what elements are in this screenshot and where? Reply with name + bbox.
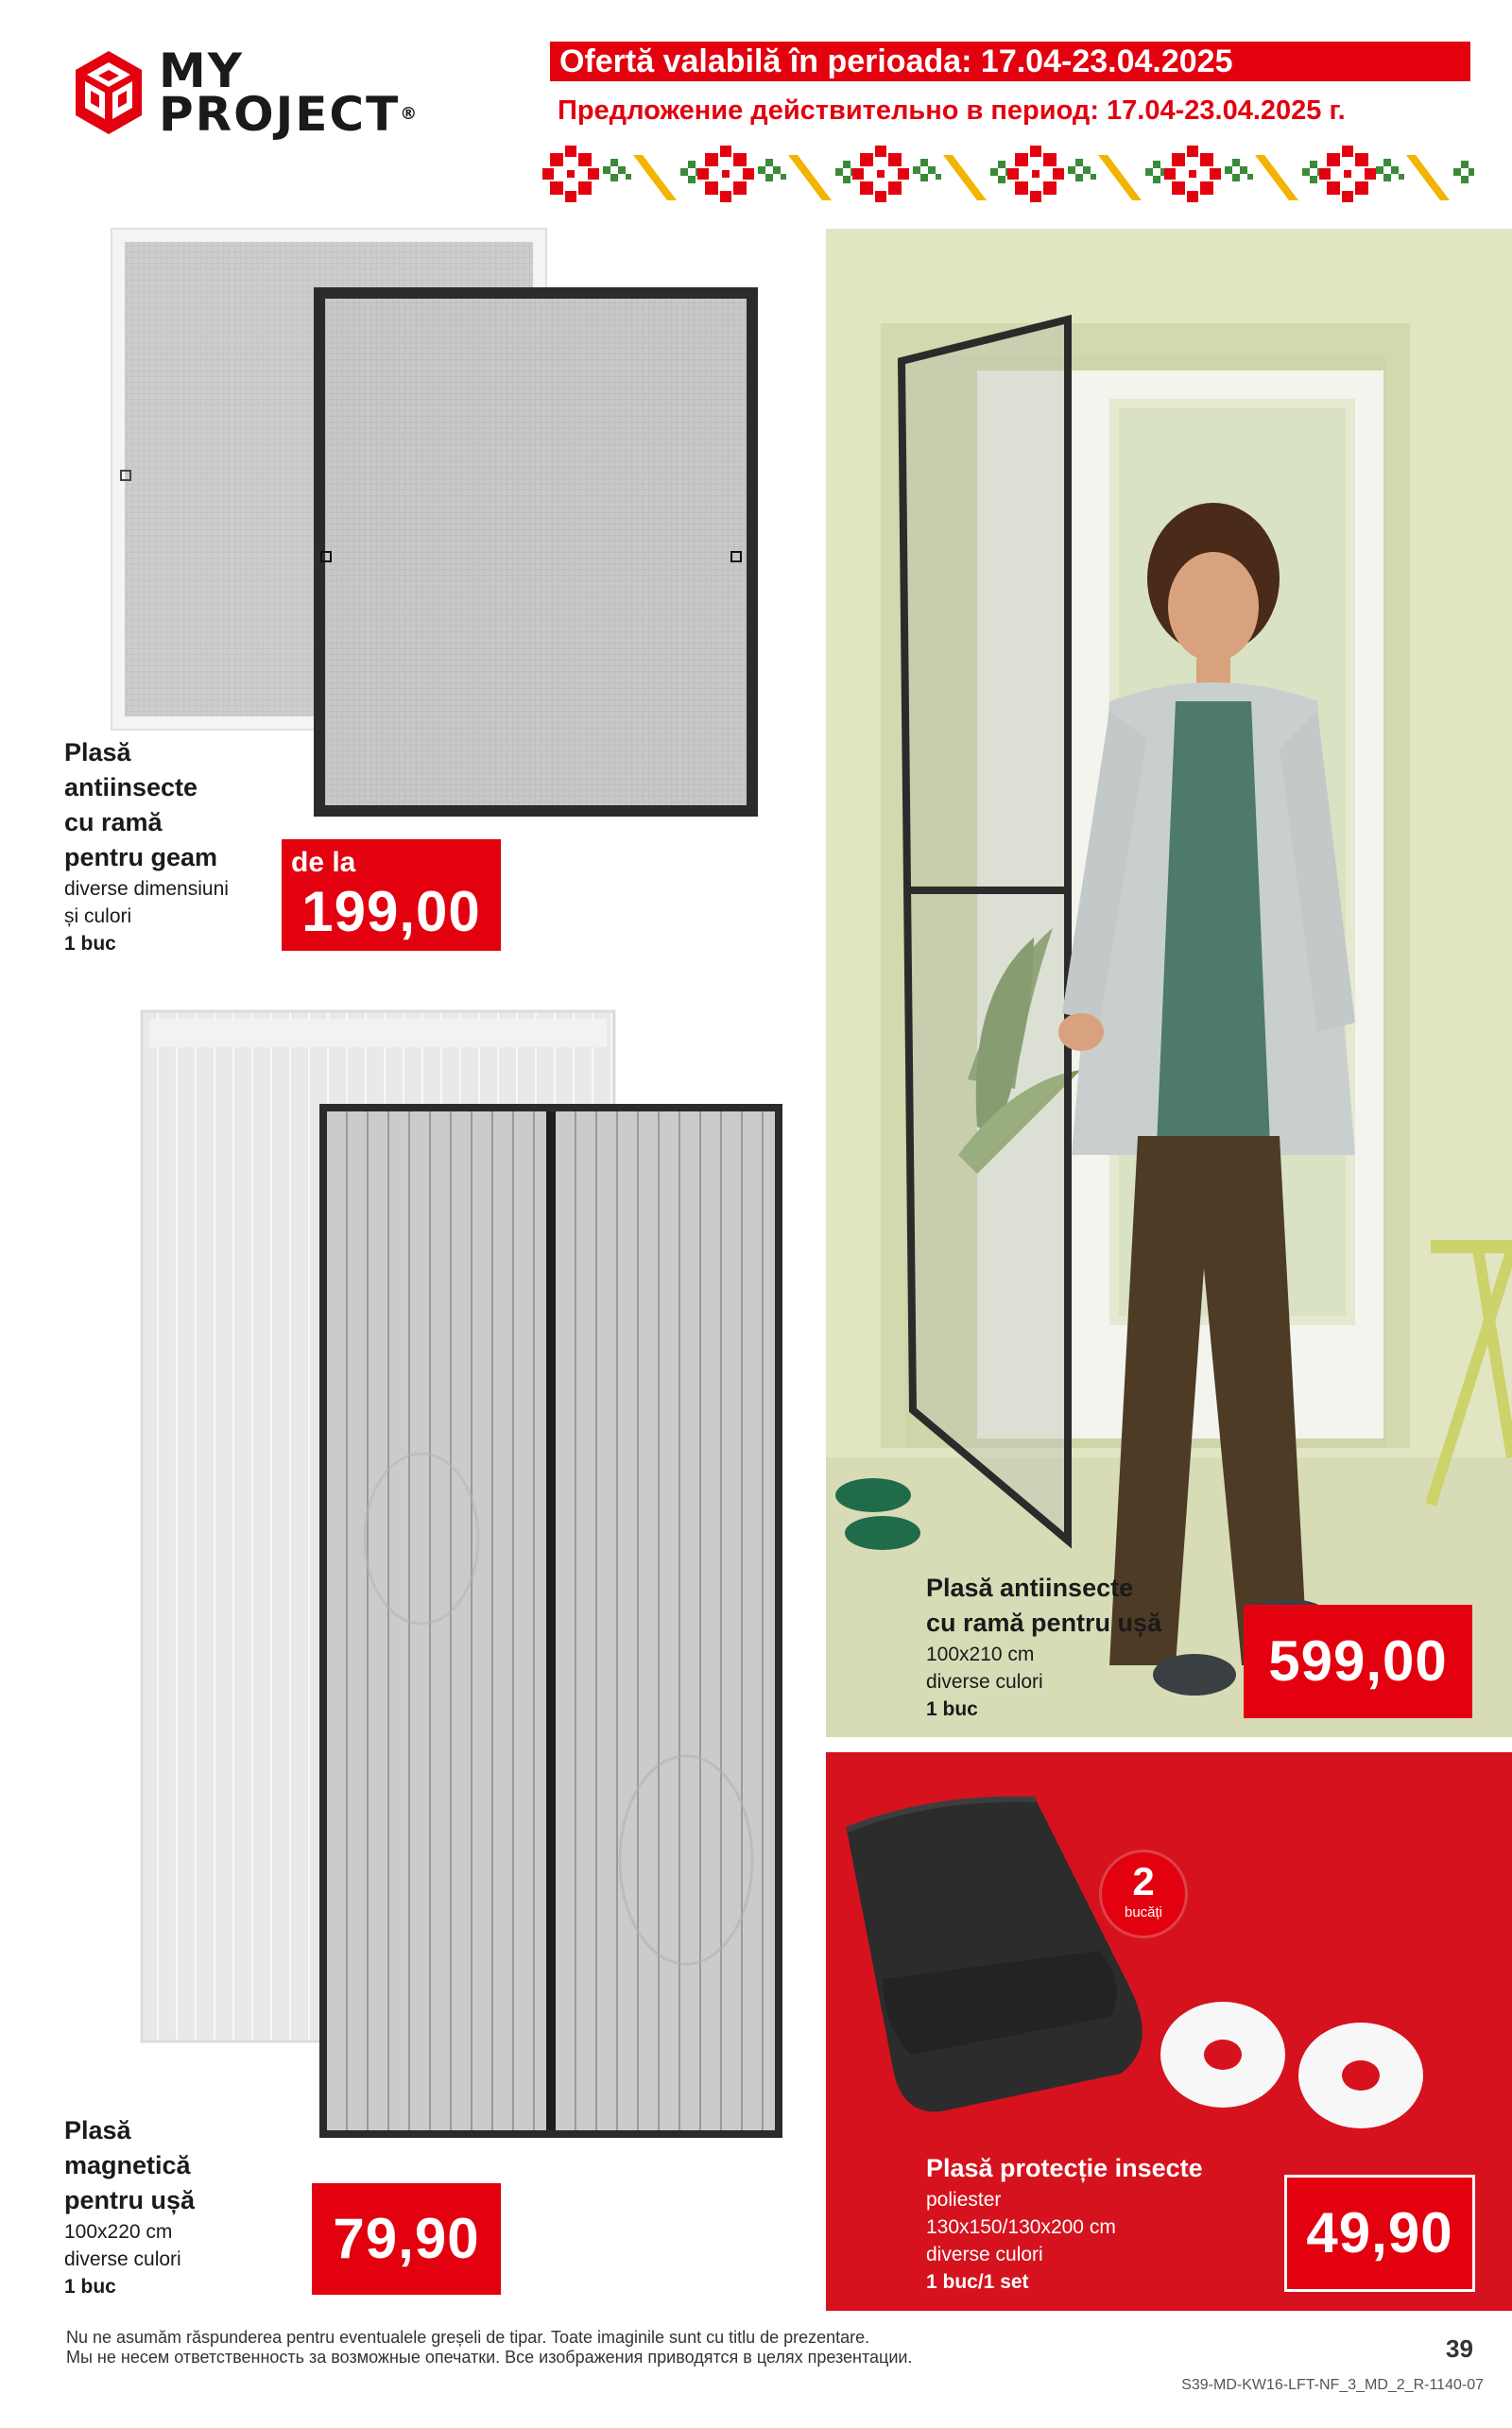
folk-ornament-border <box>541 142 1474 206</box>
offer-period-ru: Предложение действительно в период: 17.04-23.04.2025 г. <box>558 95 1346 126</box>
window-screen-title-1: Plasă <box>64 738 131 766</box>
document-code: S39-MD-KW16-LFT-NF_3_MD_2_R-1140-07 <box>1181 2377 1484 2393</box>
door-screen-info <box>926 1571 1228 1723</box>
magnetic-screen-qty: 1 buc <box>64 2276 116 2298</box>
door-scene-illustration <box>826 229 1512 1737</box>
offer-period-ro: Ofertă valabilă în perioada: 17.04-23.04.2025 <box>550 42 1470 81</box>
insect-net-qty: 1 buc/1 set <box>926 2271 1029 2293</box>
disclaimer-ro: Nu ne asumăm răspunderea pentru eventualele greșeli de tipar. Toate imaginile sunt cu titlu de prezentare. <box>66 2328 870 2347</box>
window-screen-info <box>64 735 291 957</box>
magnetic-screen-price-tag <box>312 2183 501 2295</box>
window-screen-qty: 1 buc <box>64 933 116 955</box>
magnetic-screen-detail-2: diverse culori <box>64 2248 181 2270</box>
insect-net-price-tag <box>1287 2178 1472 2289</box>
window-screen-detail-2: și culori <box>64 905 132 927</box>
disclaimer-ru: Мы не несем ответственность за возможные опечатки. Все изображения приводятся в целях презентации. <box>66 2348 913 2367</box>
magnetic-screen-title-1: Plasă <box>64 2116 131 2144</box>
window-screen-price-tag <box>282 839 501 951</box>
cube-logo-icon <box>72 49 146 136</box>
window-screen-price-prefix: de la <box>291 847 356 878</box>
brand-line1: MY <box>159 43 244 98</box>
magnetic-screen-title-2: magnetică <box>64 2151 191 2179</box>
insect-net-info <box>926 2151 1285 2296</box>
magnetic-screen-image <box>138 1009 790 2144</box>
door-screen-qty: 1 buc <box>926 1698 978 1720</box>
door-screen-title-2: cu ramă pentru ușă <box>926 1609 1162 1637</box>
window-screen-title-2: antiinsecte <box>64 773 198 801</box>
page-number: 39 <box>1446 2334 1473 2363</box>
door-screen-price-tag <box>1244 1605 1472 1718</box>
window-screen-detail-1: diverse dimensiuni <box>64 878 229 900</box>
magnetic-screen-title-3: pentru ușă <box>64 2186 196 2214</box>
badge-number: 2 <box>1132 1859 1155 1903</box>
insect-net-price: 49,90 <box>1306 2201 1453 2264</box>
magnetic-screen-info <box>64 2113 310 2300</box>
door-screen-photo <box>826 229 1512 1737</box>
door-screen-detail-2: diverse culori <box>926 1671 1043 1693</box>
badge-label: bucăți <box>1124 1904 1163 1920</box>
window-screen-title-4: pentru geam <box>64 843 218 871</box>
insect-net-detail-3: diverse culori <box>926 2244 1043 2265</box>
window-screen-title-3: cu ramă <box>64 808 163 836</box>
insect-net-detail-1: poliester <box>926 2189 1002 2211</box>
brand-logo <box>72 45 440 140</box>
brand-line2: PROJECT <box>159 87 401 142</box>
brand-reg: ® <box>400 104 420 124</box>
window-screen-price: 199,00 <box>301 880 481 943</box>
magnetic-screen-price: 79,90 <box>333 2207 480 2270</box>
brand-wordmark <box>159 43 420 142</box>
magnetic-screen-detail-1: 100x220 cm <box>64 2221 173 2243</box>
quantity-badge <box>1102 1852 1185 1936</box>
door-screen-title-1: Plasă antiinsecte <box>926 1574 1134 1602</box>
door-screen-price: 599,00 <box>1268 1629 1448 1693</box>
insect-net-title: Plasă protecție insecte <box>926 2154 1203 2182</box>
door-screen-detail-1: 100x210 cm <box>926 1644 1035 1665</box>
insect-net-detail-2: 130x150/130x200 cm <box>926 2216 1116 2238</box>
